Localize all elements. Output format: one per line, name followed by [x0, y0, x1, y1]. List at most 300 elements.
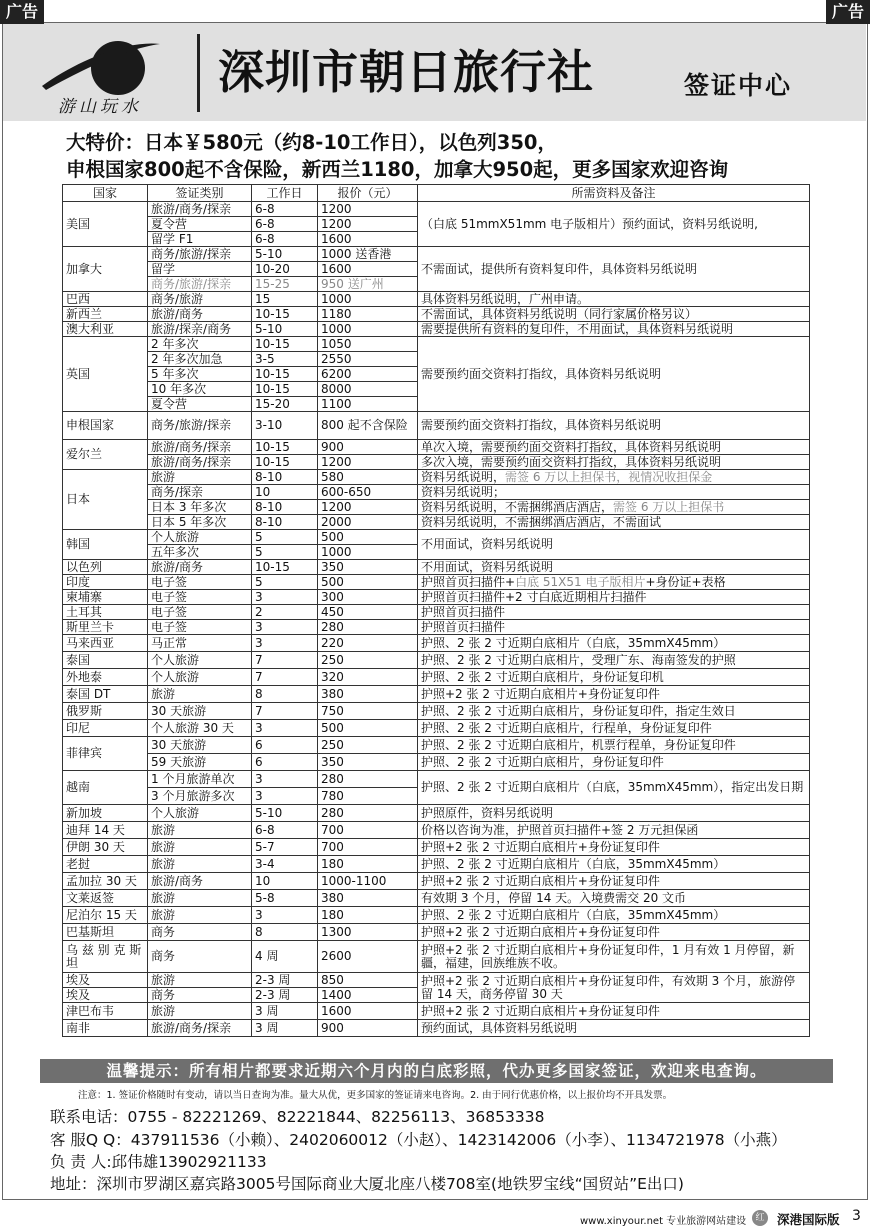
workdays-cell: 6 — [252, 754, 318, 771]
price-cell: 320 — [318, 669, 418, 686]
country-cell: 新加坡 — [63, 805, 148, 822]
notes-cell: 护照、2 张 2 寸近期白底相片，身份证复印件 — [418, 754, 810, 771]
ad-tag-left: 广告 — [0, 0, 44, 24]
workdays-cell: 5-8 — [252, 890, 318, 907]
price-cell: 250 — [318, 652, 418, 669]
notes-cell: 不需面试，提供所有资料复印件，具体资料另纸说明 — [418, 247, 810, 292]
workdays-cell: 3 — [252, 788, 318, 805]
visa-type-cell: 旅游 — [148, 839, 252, 856]
note-text: 资料另纸说明， — [421, 469, 506, 484]
notes-cell: 护照、2 张 2 寸近期白底相片（白底，35mmX45mm），指定出发日期 — [418, 771, 810, 805]
workdays-cell: 6-8 — [252, 232, 318, 247]
price-cell: 700 — [318, 822, 418, 839]
visa-type-cell: 30 天旅游 — [148, 737, 252, 754]
visa-type-cell: 旅游/商务/探亲 — [148, 440, 252, 455]
visa-type-cell: 30 天旅游 — [148, 703, 252, 720]
price-cell: 280 — [318, 620, 418, 635]
visa-type-cell: 电子签 — [148, 590, 252, 605]
company-name: 深圳市朝日旅行社 — [218, 45, 594, 99]
table-row — [63, 686, 810, 703]
notes-cell: 护照、2 张 2 寸近期白底相片，身份证复印件，指定生效日 — [418, 703, 810, 720]
price-cell: 2550 — [318, 352, 418, 367]
notes-cell: 护照+2 张 2 寸近期白底相片+身份证复印件 — [418, 1003, 810, 1020]
workdays-cell: 7 — [252, 703, 318, 720]
workdays-cell: 15-20 — [252, 397, 318, 412]
table-row — [63, 247, 810, 262]
visa-type-cell: 商务 — [148, 941, 252, 973]
visa-type-cell: 商务/旅游 — [148, 292, 252, 307]
country-cell: 日本 — [63, 470, 148, 530]
table-row — [63, 924, 810, 941]
table-row — [63, 890, 810, 907]
visa-type-cell: 旅游 — [148, 1003, 252, 1020]
price-cell: 300 — [318, 590, 418, 605]
notes-cell: 需要预约面交资料打指纹，具体资料另纸说明 — [418, 412, 810, 440]
note-text-grey: 需签 6 万以上担保书 — [613, 499, 725, 514]
price-cell: 380 — [318, 890, 418, 907]
table-row — [63, 307, 810, 322]
workdays-cell: 5-10 — [252, 805, 318, 822]
col-visa-type: 签证类别 — [148, 185, 252, 202]
workdays-cell: 3 — [252, 590, 318, 605]
visa-type-cell: 电子签 — [148, 620, 252, 635]
country-cell: 菲律宾 — [63, 737, 148, 771]
table-row — [63, 737, 810, 754]
price-cell: 1000 — [318, 322, 418, 337]
price-cell: 1180 — [318, 307, 418, 322]
price-cell: 250 — [318, 737, 418, 754]
visa-type-cell: 个人旅游 — [148, 805, 252, 822]
workdays-cell: 15-25 — [252, 277, 318, 292]
price-cell: 1100 — [318, 397, 418, 412]
price-cell: 2600 — [318, 941, 418, 973]
note-text: 护照首页扫描件+ — [421, 574, 516, 589]
price-cell: 380 — [318, 686, 418, 703]
workdays-cell: 10 — [252, 485, 318, 500]
price-cell: 900 — [318, 440, 418, 455]
visa-type-cell: 旅游 — [148, 907, 252, 924]
country-cell: 外地泰 — [63, 669, 148, 686]
country-cell: 申根国家 — [63, 412, 148, 440]
country-cell: 印尼 — [63, 720, 148, 737]
visa-type-cell: 旅游 — [148, 470, 252, 485]
price-cell: 1200 — [318, 455, 418, 470]
price-cell: 6200 — [318, 367, 418, 382]
notes-cell — [418, 470, 810, 485]
workdays-cell: 10-15 — [252, 337, 318, 352]
price-cell: 280 — [318, 771, 418, 788]
visa-type-cell: 商务 — [148, 924, 252, 941]
price-cell: 1300 — [318, 924, 418, 941]
visa-type-cell: 个人旅游 — [148, 652, 252, 669]
table-header-row — [63, 185, 810, 202]
notes-cell: 具体资料另纸说明，广州申请。 — [418, 292, 810, 307]
visa-type-cell: 商务/旅游/探亲 — [148, 277, 252, 292]
visa-type-cell: 个人旅游 — [148, 530, 252, 545]
workdays-cell: 3 — [252, 620, 318, 635]
table-row — [63, 669, 810, 686]
country-cell: 尼泊尔 15 天 — [63, 907, 148, 924]
table-row — [63, 470, 810, 485]
visa-type-cell: 电子签 — [148, 605, 252, 620]
workdays-cell: 6 — [252, 737, 318, 754]
workdays-cell: 5-10 — [252, 322, 318, 337]
workdays-cell: 15 — [252, 292, 318, 307]
country-cell: 埃及 — [63, 988, 148, 1003]
visa-type-cell: 旅游 — [148, 686, 252, 703]
visa-type-cell: 夏令营 — [148, 397, 252, 412]
note-text: 资料另纸说明，不需捆绑酒店酒店， — [421, 499, 614, 514]
visa-type-cell: 旅游/商务 — [148, 307, 252, 322]
price-cell: 8000 — [318, 382, 418, 397]
country-cell: 俄罗斯 — [63, 703, 148, 720]
notes-cell: 护照、2 张 2 寸近期白底相片，行程单，身份证复印件 — [418, 720, 810, 737]
notes-cell: 多次入境，需要预约面交资料打指纹，具体资料另纸说明 — [418, 455, 810, 470]
page-number: 3 — [852, 1208, 861, 1224]
price-cell: 1600 — [318, 232, 418, 247]
country-cell: 澳大利亚 — [63, 322, 148, 337]
price-cell: 1400 — [318, 988, 418, 1003]
workdays-cell: 2-3 周 — [252, 973, 318, 988]
country-cell: 巴基斯坦 — [63, 924, 148, 941]
price-cell: 700 — [318, 839, 418, 856]
price-cell: 1200 — [318, 500, 418, 515]
visa-type-cell: 2 年多次加急 — [148, 352, 252, 367]
country-cell: 津巴布韦 — [63, 1003, 148, 1020]
workdays-cell: 10-15 — [252, 307, 318, 322]
col-workdays: 工作日 — [252, 185, 318, 202]
col-notes: 所需资料及备注 — [418, 185, 810, 202]
table-row — [63, 839, 810, 856]
country-cell: 以色列 — [63, 560, 148, 575]
notes-cell: 资料另纸说明，不需捆绑酒店酒店，不需面试 — [418, 515, 810, 530]
visa-type-cell: 商务/旅游/探亲 — [148, 247, 252, 262]
visa-type-cell: 5 年多次 — [148, 367, 252, 382]
price-cell: 1000 — [318, 545, 418, 560]
workdays-cell: 8-10 — [252, 515, 318, 530]
visa-type-cell: 马正常 — [148, 635, 252, 652]
visa-type-cell: 59 天旅游 — [148, 754, 252, 771]
visa-type-cell: 日本 5 年多次 — [148, 515, 252, 530]
price-cell: 750 — [318, 703, 418, 720]
price-cell: 1050 — [318, 337, 418, 352]
notes-cell: 需要预约面交资料打指纹，具体资料另纸说明 — [418, 337, 810, 412]
table-row — [63, 822, 810, 839]
workdays-cell: 2-3 周 — [252, 988, 318, 1003]
visa-type-cell: 电子签 — [148, 575, 252, 590]
table-row — [63, 720, 810, 737]
price-cell: 1600 — [318, 1003, 418, 1020]
table-row — [63, 635, 810, 652]
visa-type-cell: 旅游 — [148, 822, 252, 839]
table-row — [63, 1003, 810, 1020]
notes-cell: 护照、2 张 2 寸近期白底相片，受理广东、海南签发的护照 — [418, 652, 810, 669]
notes-cell — [418, 575, 810, 590]
table-row — [63, 560, 810, 575]
notes-cell: 护照原件，资料另纸说明 — [418, 805, 810, 822]
notes-cell: 护照首页扫描件+2 寸白底近期相片扫描件 — [418, 590, 810, 605]
workdays-cell: 5-7 — [252, 839, 318, 856]
visa-type-cell: 旅游 — [148, 973, 252, 988]
workdays-cell: 8 — [252, 686, 318, 703]
price-cell: 180 — [318, 856, 418, 873]
country-cell: 老挝 — [63, 856, 148, 873]
country-cell: 土耳其 — [63, 605, 148, 620]
visa-type-cell: 日本 3 年多次 — [148, 500, 252, 515]
table-row — [63, 590, 810, 605]
visa-type-cell: 旅游/商务 — [148, 873, 252, 890]
visa-type-cell: 旅游/商务/探亲 — [148, 202, 252, 217]
visa-type-cell: 3 个月旅游多次 — [148, 788, 252, 805]
note-text-grey: 需签 6 万以上担保书，视情况收担保金 — [505, 469, 713, 484]
workdays-cell: 3 周 — [252, 1020, 318, 1037]
visa-center-label: 签证中心 — [684, 71, 793, 100]
country-cell: 伊朗 30 天 — [63, 839, 148, 856]
table-row — [63, 485, 810, 500]
workdays-cell: 10 — [252, 873, 318, 890]
table-row — [63, 515, 810, 530]
price-cell: 950 送广州 — [318, 277, 418, 292]
price-cell: 800 起不含保险 — [318, 412, 418, 440]
workdays-cell: 5 — [252, 545, 318, 560]
country-cell: 孟加拉 30 天 — [63, 873, 148, 890]
contact-qq: 客 服Q Q：437911536（小赖）、2402060012（小赵）、1423142006（小李）、1134721978（小燕） — [50, 1131, 787, 1149]
workdays-cell: 3 — [252, 720, 318, 737]
visa-type-cell: 旅游/商务 — [148, 560, 252, 575]
workdays-cell: 3-10 — [252, 412, 318, 440]
visa-type-cell: 夏令营 — [148, 217, 252, 232]
col-price: 报价（元） — [318, 185, 418, 202]
country-cell: 迪拜 14 天 — [63, 822, 148, 839]
visa-type-cell: 旅游/探亲/商务 — [148, 322, 252, 337]
workdays-cell: 8-10 — [252, 470, 318, 485]
country-cell: 文莱返签 — [63, 890, 148, 907]
notes-cell: 护照、2 张 2 寸近期白底相片（白底，35mmX45mm） — [418, 856, 810, 873]
visa-type-cell: 五年多次 — [148, 545, 252, 560]
notice-banner: 温馨提示：所有相片都要求近期六个月内的白底彩照，代办更多国家签证，欢迎来电查询。 — [40, 1059, 833, 1083]
notes-cell — [418, 500, 810, 515]
table-row — [63, 412, 810, 440]
price-cell: 1200 — [318, 217, 418, 232]
workdays-cell: 5-10 — [252, 247, 318, 262]
price-cell: 350 — [318, 754, 418, 771]
table-row — [63, 620, 810, 635]
note-text: +身份证+表格 — [645, 574, 726, 589]
visa-type-cell: 旅游/商务/探亲 — [148, 455, 252, 470]
contact-phone: 联系电话：0755 - 82221269、82221844、82256113、36853338 — [50, 1108, 545, 1126]
visa-type-cell: 1 个月旅游单次 — [148, 771, 252, 788]
price-cell: 850 — [318, 973, 418, 988]
promo-line-1: 大特价：日本￥580元（约8-10工作日），以色列350， — [66, 131, 557, 154]
country-cell: 英国 — [63, 337, 148, 412]
logo-text: 游山玩水 — [58, 97, 142, 117]
table-row — [63, 873, 810, 890]
notes-cell: 价格以咨询为准，护照首页扫描件+签 2 万元担保函 — [418, 822, 810, 839]
visa-type-cell: 旅游/商务/探亲 — [148, 1020, 252, 1037]
price-cell: 1200 — [318, 202, 418, 217]
notes-cell: 护照+2 张 2 寸近期白底相片+身份证复印件 — [418, 839, 810, 856]
workdays-cell: 3 — [252, 907, 318, 924]
country-cell: 柬埔寨 — [63, 590, 148, 605]
footer-site: www.xinyour.net 专业旅游网站建设 — [580, 1216, 747, 1227]
price-cell: 500 — [318, 530, 418, 545]
country-cell: 加拿大 — [63, 247, 148, 292]
table-row — [63, 941, 810, 973]
workdays-cell: 7 — [252, 669, 318, 686]
notes-cell: 护照+2 张 2 寸近期白底相片+身份证复印件 — [418, 924, 810, 941]
workdays-cell: 10-15 — [252, 367, 318, 382]
workdays-cell: 3-5 — [252, 352, 318, 367]
country-cell: 越南 — [63, 771, 148, 805]
notes-cell: 需要提供所有资料的复印件，不用面试，具体资料另纸说明 — [418, 322, 810, 337]
visa-type-cell: 旅游 — [148, 890, 252, 907]
notes-cell: 护照、2 张 2 寸近期白底相片，身份证复印机 — [418, 669, 810, 686]
visa-type-cell: 留学 — [148, 262, 252, 277]
workdays-cell: 8-10 — [252, 500, 318, 515]
workdays-cell: 8 — [252, 924, 318, 941]
price-cell: 220 — [318, 635, 418, 652]
table-row — [63, 292, 810, 307]
workdays-cell: 10-15 — [252, 382, 318, 397]
ad-tag-right: 广告 — [826, 0, 870, 24]
price-cell: 1600 — [318, 262, 418, 277]
table-row — [63, 322, 810, 337]
contact-person: 负 责 人:邱伟雄13902921133 — [50, 1153, 267, 1171]
table-row — [63, 907, 810, 924]
contact-address: 地址：深圳市罗湖区嘉宾路3005号国际商业大厦北座八楼708室(地铁罗宝线“国贸站”E出口) — [50, 1175, 684, 1193]
workdays-cell: 3 — [252, 771, 318, 788]
visa-type-cell: 商务/旅游/探亲 — [148, 412, 252, 440]
table-row — [63, 652, 810, 669]
workdays-cell: 10-15 — [252, 440, 318, 455]
price-cell: 900 — [318, 1020, 418, 1037]
country-cell: 泰国 DT — [63, 686, 148, 703]
table-row — [63, 703, 810, 720]
country-cell: 巴西 — [63, 292, 148, 307]
workdays-cell: 2 — [252, 605, 318, 620]
notes-cell: 护照+2 张 2 寸近期白底相片+身份证复印件，1 月有效 1 月停留，新疆，福建，回族维族不收。 — [418, 941, 810, 973]
visa-type-cell: 个人旅游 — [148, 669, 252, 686]
country-cell: 泰国 — [63, 652, 148, 669]
table-row — [63, 973, 810, 988]
notes-cell: 不用面试，资料另纸说明 — [418, 560, 810, 575]
notes-cell: 护照、2 张 2 寸近期白底相片，机票行程单，身份证复印件 — [418, 737, 810, 754]
price-cell: 600-650 — [318, 485, 418, 500]
country-cell: 马来西亚 — [63, 635, 148, 652]
notes-cell: 资料另纸说明； — [418, 485, 810, 500]
price-cell: 180 — [318, 907, 418, 924]
visa-type-cell: 商务/探亲 — [148, 485, 252, 500]
footer-brand: 深港国际版 — [777, 1212, 840, 1227]
country-cell: 乌 兹 别 克 斯 坦 — [63, 941, 148, 973]
workdays-cell: 3-4 — [252, 856, 318, 873]
notes-cell: 单次入境，需要预约面交资料打指纹，具体资料另纸说明 — [418, 440, 810, 455]
workdays-cell: 10-15 — [252, 560, 318, 575]
visa-type-cell: 10 年多次 — [148, 382, 252, 397]
notes-cell: 不需面试，具体资料另纸说明（同行家属价格另议） — [418, 307, 810, 322]
price-cell: 1000 送香港 — [318, 247, 418, 262]
notes-cell: 不用面试，资料另纸说明 — [418, 530, 810, 560]
workdays-cell: 6-8 — [252, 217, 318, 232]
disclaimer-note: 注意：1. 签证价格随时有变动，请以当日查询为准。量大从优，更多国家的签证请来电咨询。2. 由于同行优惠价格，以上报价均不开具发票。 — [78, 1090, 673, 1101]
notes-cell: （白底 51mmX51mm 电子版相片）预约面试，资料另纸说明, — [418, 202, 810, 247]
table-row — [63, 754, 810, 771]
notes-cell: 护照+2 张 2 寸近期白底相片+身份证复印件 — [418, 686, 810, 703]
price-cell: 500 — [318, 720, 418, 737]
table-row — [63, 337, 810, 352]
visa-type-cell: 个人旅游 30 天 — [148, 720, 252, 737]
visa-type-cell: 留学 F1 — [148, 232, 252, 247]
workdays-cell: 6-8 — [252, 822, 318, 839]
footer-badge-icon: 红 — [752, 1210, 768, 1226]
price-cell: 1000-1100 — [318, 873, 418, 890]
country-cell: 斯里兰卡 — [63, 620, 148, 635]
country-cell: 新西兰 — [63, 307, 148, 322]
country-cell: 爱尔兰 — [63, 440, 148, 470]
notes-cell: 护照首页扫描件 — [418, 620, 810, 635]
price-cell: 580 — [318, 470, 418, 485]
country-cell: 南非 — [63, 1020, 148, 1037]
table-row — [63, 530, 810, 545]
price-cell: 350 — [318, 560, 418, 575]
note-text-grey: 白底 51X51 电子版相片 — [515, 574, 646, 589]
notes-cell: 预约面试，具体资料另纸说明 — [418, 1020, 810, 1037]
table-row — [63, 1020, 810, 1037]
workdays-cell: 3 — [252, 635, 318, 652]
notes-cell: 有效期 3 个月，停留 14 天。入境费需交 20 文币 — [418, 890, 810, 907]
workdays-cell: 5 — [252, 530, 318, 545]
price-cell: 1000 — [318, 292, 418, 307]
price-cell: 500 — [318, 575, 418, 590]
workdays-cell: 10-20 — [252, 262, 318, 277]
table-row — [63, 856, 810, 873]
notes-cell: 护照+2 张 2 寸近期白底相片+身份证复印件，有效期 3 个月，旅游停留 14 天，商务停留 30 天 — [418, 973, 810, 1003]
header-divider — [197, 34, 200, 112]
visa-price-table — [62, 184, 810, 1037]
table-row — [63, 605, 810, 620]
workdays-cell: 5 — [252, 575, 318, 590]
table-row — [63, 455, 810, 470]
workdays-cell: 6-8 — [252, 202, 318, 217]
workdays-cell: 4 周 — [252, 941, 318, 973]
visa-type-cell: 2 年多次 — [148, 337, 252, 352]
table-row — [63, 575, 810, 590]
workdays-cell: 3 周 — [252, 1003, 318, 1020]
price-cell: 780 — [318, 788, 418, 805]
notes-cell: 护照、2 张 2 寸近期白底相片（白底，35mmX45mm） — [418, 635, 810, 652]
table-row — [63, 771, 810, 788]
table-row — [63, 440, 810, 455]
table-row — [63, 202, 810, 217]
country-cell: 印度 — [63, 575, 148, 590]
notes-cell: 护照首页扫描件 — [418, 605, 810, 620]
country-cell: 韩国 — [63, 530, 148, 560]
country-cell: 埃及 — [63, 973, 148, 988]
table-row — [63, 805, 810, 822]
visa-type-cell: 商务 — [148, 988, 252, 1003]
notes-cell: 护照+2 张 2 寸近期白底相片+身份证复印件 — [418, 873, 810, 890]
table-row — [63, 500, 810, 515]
visa-type-cell: 旅游 — [148, 856, 252, 873]
promo-line-2: 申根国家800起不含保险，新西兰1180，加拿大950起，更多国家欢迎咨询 — [66, 158, 729, 181]
price-cell: 450 — [318, 605, 418, 620]
price-cell: 2000 — [318, 515, 418, 530]
country-cell: 美国 — [63, 202, 148, 247]
workdays-cell: 10-15 — [252, 455, 318, 470]
col-country: 国家 — [63, 185, 148, 202]
notes-cell: 护照、2 张 2 寸近期白底相片（白底，35mmX45mm） — [418, 907, 810, 924]
price-cell: 280 — [318, 805, 418, 822]
